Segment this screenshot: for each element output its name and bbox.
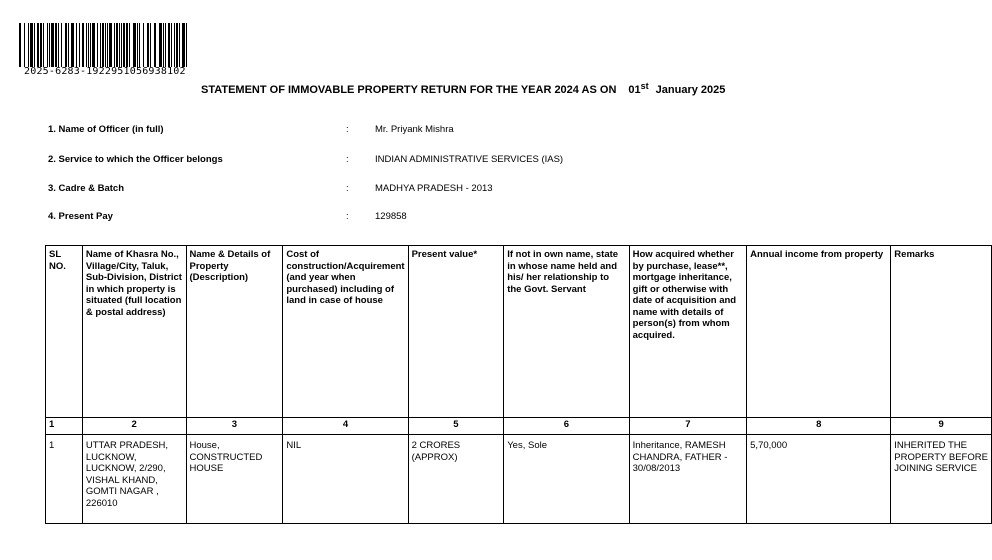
barcode-bar — [43, 23, 44, 67]
header-remarks: Remarks — [891, 246, 992, 418]
header-sl-no: SL NO. — [46, 246, 83, 418]
barcode-bar — [102, 23, 104, 67]
cell-remarks: INHERITED THE PROPERTY BEFORE JOINING SERVICE — [891, 435, 992, 524]
barcode-bar — [19, 23, 21, 67]
barcode-bar — [171, 23, 172, 67]
barcode-bar — [114, 23, 115, 67]
barcode-bar — [174, 23, 175, 67]
barcode-bar — [143, 23, 144, 67]
property-table — [45, 245, 992, 524]
barcode-bar — [30, 23, 33, 67]
barcode-bar — [58, 23, 59, 67]
column-number: 4 — [283, 418, 408, 435]
barcode-bar — [186, 23, 187, 67]
column-number: 8 — [747, 418, 891, 435]
barcode-bar — [34, 23, 35, 67]
header-cost: Cost of construction/Acquirement (and year when purchased) including of land in case of house — [283, 246, 408, 418]
barcode-bar — [116, 23, 118, 67]
barcode-bar — [86, 23, 87, 67]
barcode-bar — [168, 23, 170, 67]
pay-value: 129858 — [375, 211, 407, 222]
service-label: 2. Service to which the Officer belongs — [48, 154, 223, 165]
table-row — [46, 435, 992, 524]
column-number: 9 — [891, 418, 992, 435]
cell-income: 5,70,000 — [747, 435, 891, 524]
barcode-bar — [49, 23, 50, 67]
header-acquired: How acquired whether by purchase, lease**, mortgage inheritance, gift or otherwise with date of acquisition and name with details of person(s) from whom acquired. — [629, 246, 747, 418]
barcode-bar — [163, 23, 164, 67]
barcode-bar — [119, 23, 120, 67]
barcode-bar — [97, 23, 98, 67]
barcode-bar — [150, 23, 151, 67]
cell-present-value: 2 CRORES (APPROX) — [408, 435, 504, 524]
header-row — [46, 246, 992, 418]
barcode-bar — [68, 23, 69, 67]
title-month-year: January 2025 — [655, 84, 726, 96]
barcode-bar — [40, 23, 42, 67]
column-number: 1 — [46, 418, 83, 435]
barcode-number: 2025-6283-1922951056938102 — [24, 66, 186, 77]
barcode-bar — [154, 23, 156, 67]
barcode-bar — [165, 23, 166, 67]
cell-cost: NIL — [283, 435, 408, 524]
barcode-bar — [109, 23, 112, 67]
barcode-bar — [71, 23, 74, 67]
cadre-value: MADHYA PRADESH - 2013 — [375, 183, 493, 194]
cell-owner: Yes, Sole — [504, 435, 629, 524]
barcode-bar — [159, 23, 162, 67]
column-number: 3 — [186, 418, 283, 435]
barcode-bar — [126, 23, 128, 67]
cadre-colon: : — [346, 183, 349, 194]
barcode-bar — [179, 23, 180, 67]
barcode — [19, 23, 188, 67]
service-value: INDIAN ADMINISTRATIVE SERVICES (IAS) — [375, 154, 564, 165]
title-day-suffix: st — [640, 81, 649, 91]
barcode-bar — [47, 23, 48, 67]
page-title — [201, 81, 726, 96]
cell-location: UTTAR PRADESH, LUCKNOW, LUCKNOW, 2/290, VISHAL KHAND, GOMTI NAGAR , 226010 — [82, 435, 186, 524]
title-day: 01 — [628, 84, 641, 96]
header-location: Name of Khasra No., Village/City, Taluk, Sub-Division, District in which property is situated (full location & postal address) — [82, 246, 186, 418]
barcode-bar — [133, 23, 136, 67]
barcode-bar — [55, 23, 57, 67]
barcode-bar — [51, 23, 54, 67]
cell-acquired: Inheritance, RAMESH CHANDRA, FATHER - 30/08/2013 — [629, 435, 747, 524]
pay-colon: : — [346, 211, 349, 222]
column-number: 2 — [82, 418, 186, 435]
barcode-bar — [129, 23, 130, 67]
barcode-bar — [24, 23, 25, 67]
officer-name-colon: : — [346, 124, 349, 135]
service-colon: : — [346, 154, 349, 165]
barcode-bar — [90, 23, 92, 67]
barcode-bar — [121, 23, 122, 67]
barcode-bar — [105, 23, 106, 67]
title-main: STATEMENT OF IMMOVABLE PROPERTY RETURN FOR THE YEAR 2024 AS ON — [201, 84, 617, 96]
barcode-bar — [76, 23, 77, 67]
column-number: 7 — [629, 418, 747, 435]
officer-name-label: 1. Name of Officer (in full) — [48, 124, 164, 135]
column-number: 5 — [408, 418, 504, 435]
barcode-bar — [82, 23, 84, 67]
column-number-row — [46, 418, 992, 435]
barcode-bar — [88, 23, 89, 67]
barcode-bar — [100, 23, 101, 67]
header-owner: If not in own name, state in whose name held and his/ her relationship to the Govt. Servant — [504, 246, 629, 418]
barcode-bar — [37, 23, 39, 67]
pay-label: 4. Present Pay — [48, 211, 113, 222]
barcode-bar — [28, 23, 29, 67]
barcode-bar — [147, 23, 149, 67]
officer-name-value: Mr. Priyank Mishra — [375, 124, 454, 135]
header-present-value: Present value* — [408, 246, 504, 418]
barcode-bar — [92, 23, 95, 67]
header-property: Name & Details of Property (Description) — [186, 246, 283, 418]
barcode-bar — [123, 23, 125, 67]
header-income: Annual income from property — [747, 246, 891, 418]
barcode-bar — [65, 23, 67, 67]
barcode-bar — [61, 23, 62, 67]
column-number: 6 — [504, 418, 629, 435]
barcode-bar — [176, 23, 178, 67]
barcode-bar — [182, 23, 185, 67]
barcode-bar — [107, 23, 108, 67]
barcode-bar — [137, 23, 138, 67]
cell-sl: 1 — [46, 435, 83, 524]
cell-property: House, CONSTRUCTED HOUSE — [186, 435, 283, 524]
cadre-label: 3. Cadre & Batch — [48, 183, 125, 194]
barcode-bar — [79, 23, 80, 67]
barcode-bar — [139, 23, 140, 67]
